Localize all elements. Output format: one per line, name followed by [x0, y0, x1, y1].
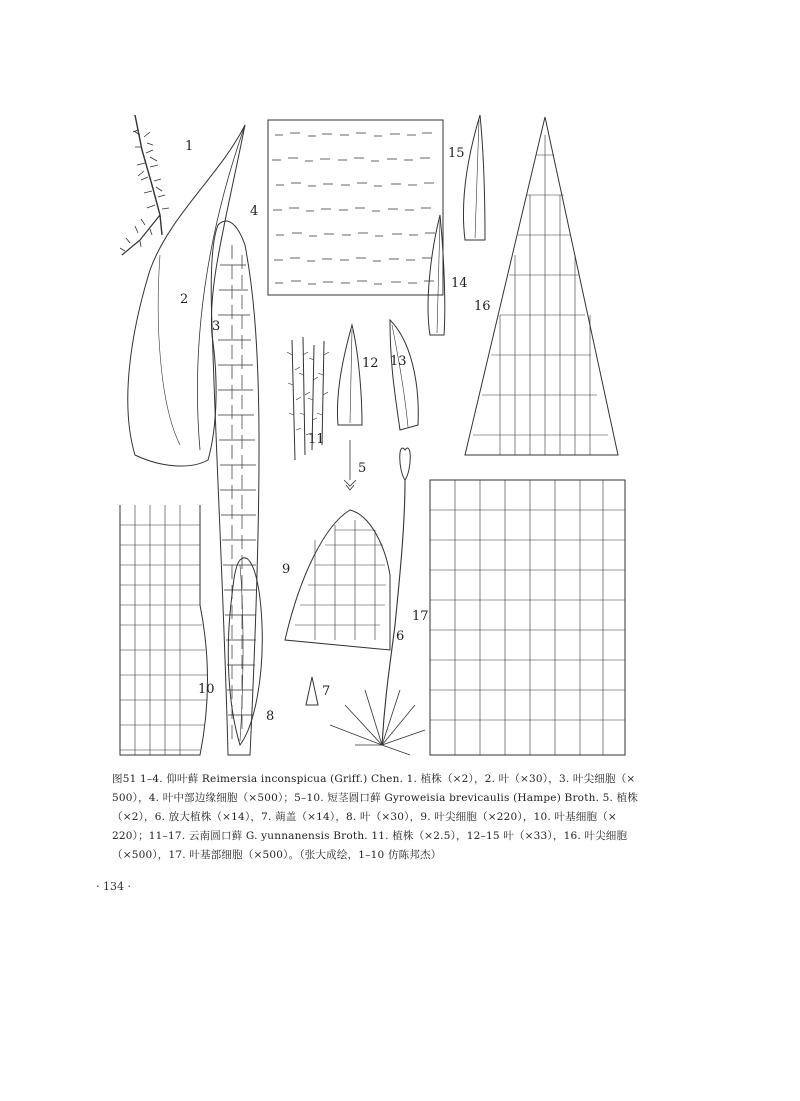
label-16: 16: [474, 299, 491, 314]
figure-12-leaf: [337, 325, 362, 425]
label-14: 14: [451, 276, 468, 291]
label-3: 3: [212, 319, 221, 334]
figure-8-leaf: [228, 558, 262, 745]
label-13: 13: [390, 354, 407, 369]
label-4: 4: [250, 204, 259, 219]
label-9: 9: [282, 562, 291, 577]
caption-line: 图51 1–4. 仰叶藓 Reimersia inconspicua (Griff.) Chen. 1. 植株（×2），2. 叶（×30），3. 叶尖细胞（×: [112, 773, 636, 785]
figure-10-leaf-base-cells: [120, 505, 208, 755]
label-5: 5: [358, 461, 367, 476]
label-11: 11: [308, 432, 325, 447]
figure-15-leaf: [463, 115, 485, 240]
caption-line: （×2），6. 放大植株（×14），7. 蒴盖（×14），8. 叶（×30），9. 叶尖细胞（×220），10. 叶基细胞（×: [112, 811, 617, 823]
label-1: 1: [185, 139, 194, 154]
caption-line: 220）；11–17. 云南圆口藓 G. yunnanensis Broth. 11. 植株（×2.5），12–15 叶（×33），16. 叶尖细胞: [112, 830, 628, 842]
figure-1-moss-plant: [120, 115, 169, 255]
page-number: · 134 ·: [96, 880, 131, 893]
figure-3-leaf-apex-cells: [211, 221, 259, 755]
botanical-illustration-plate: [100, 105, 640, 765]
figure-5-plant: [344, 440, 356, 490]
figure-17-leaf-base-cells: [430, 480, 625, 755]
caption-line: （×500），17. 叶基部细胞（×500）。（张大成绘，1–10 仿陈邦杰）: [112, 849, 442, 861]
figure-13-leaf: [390, 320, 418, 430]
label-8: 8: [266, 709, 275, 724]
figure-4-margin-cells: [268, 120, 443, 295]
figure-16-leaf-apex-cells: [465, 117, 618, 455]
label-2: 2: [180, 292, 189, 307]
figure-caption: [112, 770, 642, 865]
label-15: 15: [448, 146, 465, 161]
figure-9-leaf-apex-cells: [285, 510, 390, 650]
label-12: 12: [362, 356, 379, 371]
figure-6-enlarged-plant: [330, 448, 425, 755]
label-17: 17: [412, 609, 429, 624]
label-10: 10: [198, 682, 215, 697]
label-6: 6: [396, 629, 405, 644]
label-7: 7: [322, 684, 331, 699]
caption-line: 500），4. 叶中部边缘细胞（×500）；5–10. 短茎圆口藓 Gyroweisia brevicaulis (Hampe) Broth. 5. 植株: [112, 792, 639, 804]
figure-7-operculum: [306, 677, 318, 705]
